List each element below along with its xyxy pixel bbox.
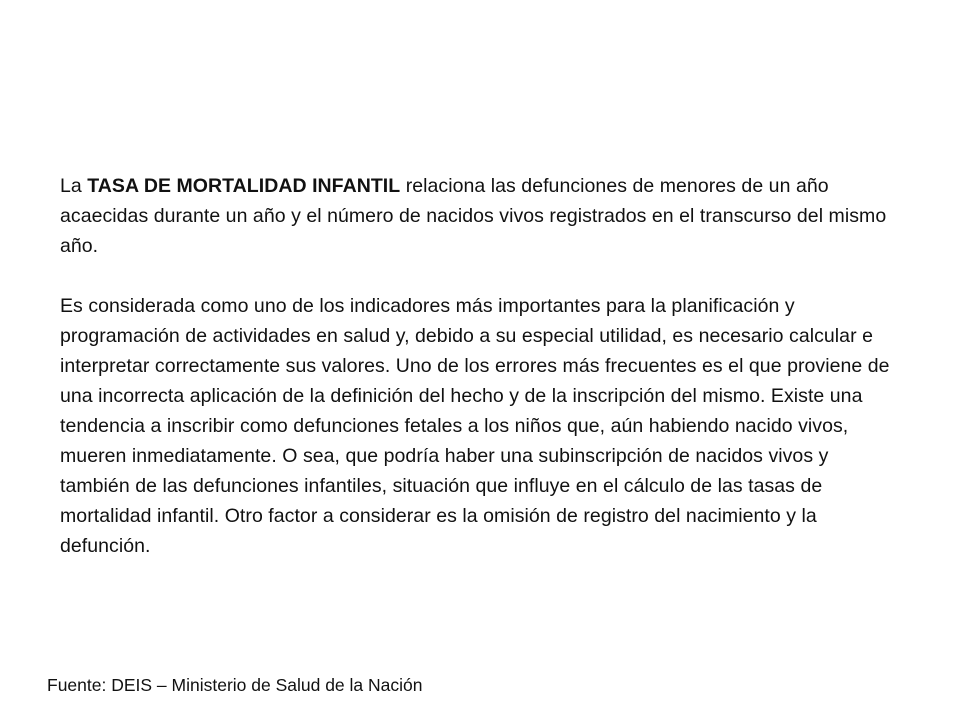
definition-suffix-text: relaciona las defunciones de menores de un año acaecidas durante un año y el número de nacidos vivos registrados en el transcurso del mismo año. bbox=[60, 175, 887, 257]
definition-prefix-text: La bbox=[60, 175, 88, 197]
main-text-block bbox=[60, 171, 900, 561]
source-citation: Fuente: DEIS – Ministerio de Salud de la Nación bbox=[47, 675, 423, 695]
indicator-importance-paragraph: Es considerada como uno de los indicadores más importantes para la planificación y programación de actividades en salud y, debido a su especial utilidad, es necesario calcular e interpretar correctamente sus valores. Uno de los errores más frecuentes es el que proviene de una incorrecta aplicación de la definición del hecho y de la inscripción del mismo. Existe una tendencia a inscribir como defunciones fetales a los niños que, aún habiendo nacido vivos, mueren inmediatamente. O sea, que podría haber una subinscripción de nacidos vivos y también de las defunciones infantiles, situación que influye en el cálculo de las tasas de mortalidad infantil. Otro factor a considerar es la omisión de registro del nacimiento y la defunción. bbox=[60, 295, 890, 557]
infant-mortality-term: TASA DE MORTALIDAD INFANTIL bbox=[87, 175, 401, 197]
infant-mortality-definition-paragraph bbox=[60, 171, 900, 261]
